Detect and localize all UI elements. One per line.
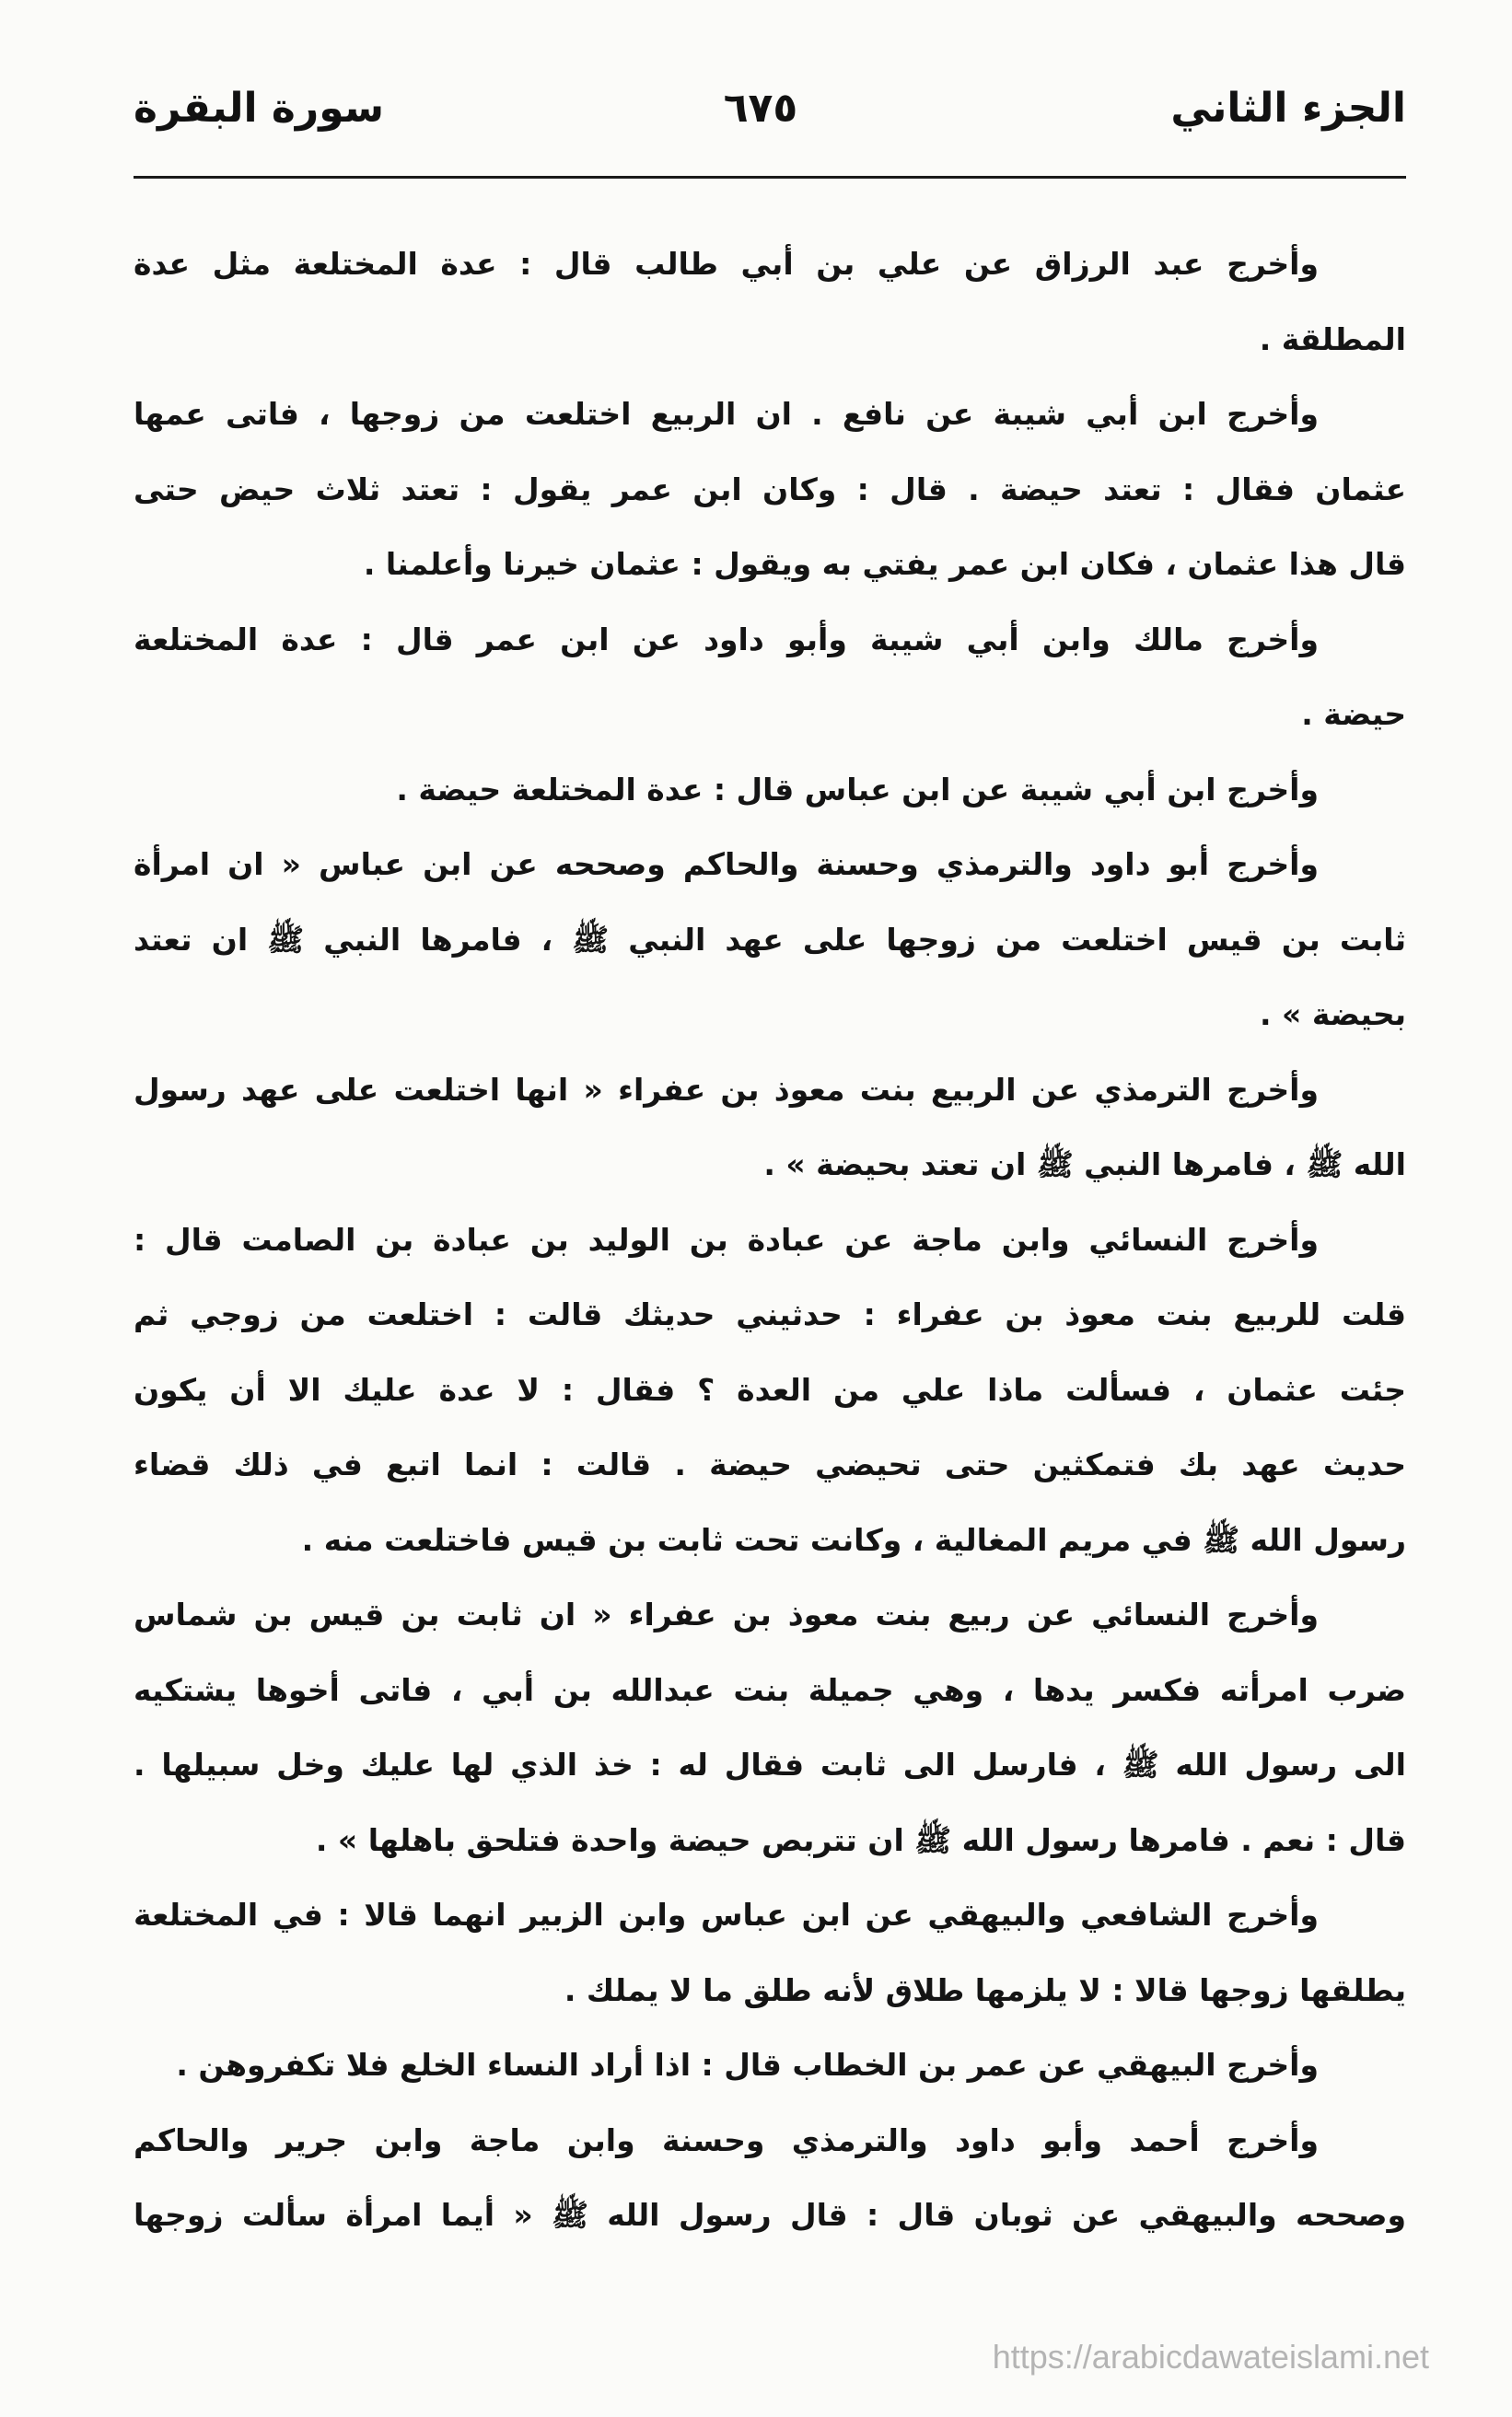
- text-line: وأخرج النسائي وابن ماجة عن عبادة بن الوليد بن عبادة بن الصامت قال :: [134, 1221, 1319, 1258]
- text-line: قال : نعم . فامرها رسول الله ﷺ ان تتربص حيضة واحدة فتلحق باهلها » .: [315, 1821, 1406, 1858]
- text-line: بحيضة » .: [1259, 996, 1406, 1032]
- text-line: عثمان فقال : تعتد حيضة . قال : وكان ابن عمر يقول : تعتد ثلاث حيض حتى: [134, 471, 1406, 507]
- body-text: [134, 227, 1406, 2253]
- text-line: حيضة .: [1301, 696, 1406, 732]
- text-line: يطلقها زوجها قالا : لا يلزمها طلاق لأنه طلق ما لا يملك .: [564, 1971, 1406, 2008]
- text-line: ضرب امرأته فكسر يدها ، وهي جميلة بنت عبدالله بن أبي ، فاتى أخوها يشتكيه: [134, 1671, 1406, 1708]
- text-line: ثابت بن قيس اختلعت من زوجها على عهد النبي ﷺ ، فامرها النبي ﷺ ان تعتد: [134, 921, 1406, 958]
- text-line: قلت للربيع بنت معوذ بن عفراء : حدثيني حديثك قالت : اختلعت من زوجي ثم: [134, 1296, 1406, 1332]
- page-number: ٦٧٥: [723, 85, 798, 132]
- text-line: وأخرج البيهقي عن عمر بن الخطاب قال : اذا أراد النساء الخلع فلا تكفروهن .: [176, 2047, 1319, 2083]
- header-rule: [134, 176, 1406, 179]
- paragraph: [134, 1877, 1406, 2028]
- text-line: الله ﷺ ، فامرها النبي ﷺ ان تعتد بحيضة » .: [763, 1146, 1406, 1182]
- paragraph: [134, 2028, 1406, 2103]
- paragraph: [134, 1577, 1406, 1877]
- text-line: وأخرج الشافعي والبيهقي عن ابن عباس وابن الزبير انهما قالا : في المختلعة: [134, 1897, 1319, 1933]
- paragraph: [134, 602, 1406, 752]
- paragraph: [134, 227, 1406, 377]
- text-line: جئت عثمان ، فسألت ماذا علي من العدة ؟ فقال : لا عدة عليك الا أن يكون: [134, 1371, 1406, 1408]
- text-line: وأخرج عبد الرزاق عن علي بن أبي طالب قال : عدة المختلعة مثل عدة: [134, 246, 1319, 282]
- text-line: وأخرج الترمذي عن الربيع بنت معوذ بن عفراء « انها اختلعت على عهد رسول: [134, 1071, 1319, 1108]
- text-line: وأخرج مالك وابن أبي شيبة وأبو داود عن ابن عمر قال : عدة المختلعة: [134, 621, 1319, 657]
- text-line: وأخرج النسائي عن ربيع بنت معوذ بن عفراء « ان ثابت بن قيس بن شماس: [134, 1597, 1319, 1633]
- paragraph: [134, 2103, 1406, 2253]
- paragraph: [134, 752, 1406, 828]
- paragraph: [134, 827, 1406, 1052]
- text-line: وأخرج أحمد وأبو داود والترمذي وحسنة وابن ماجة وابن جرير والحاكم: [134, 2121, 1319, 2158]
- text-line: رسول الله ﷺ في مريم المغالية ، وكانت تحت ثابت بن قيس فاختلعت منه .: [301, 1521, 1406, 1558]
- text-line: حديث عهد بك فتمكثين حتى تحيضي حيضة . قالت : انما اتبع في ذلك قضاء: [134, 1447, 1406, 1482]
- part-label: الجزء الثاني: [1170, 85, 1406, 132]
- text-line: وأخرج أبو داود والترمذي وحسنة والحاكم وصححه عن ابن عباس « ان امرأة: [134, 846, 1319, 882]
- paragraph: [134, 1203, 1406, 1578]
- paragraph: [134, 1052, 1406, 1203]
- watermark: https://arabicdawateislami.net: [992, 2338, 1429, 2376]
- surah-name: سورة البقرة: [134, 85, 385, 132]
- text-line: وأخرج ابن أبي شيبة عن نافع . ان الربيع اختلعت من زوجها ، فاتى عمها: [134, 396, 1319, 432]
- text-line: قال هذا عثمان ، فكان ابن عمر يفتي به ويقول : عثمان خيرنا وأعلمنا .: [363, 546, 1406, 582]
- text-line: الى رسول الله ﷺ ، فارسل الى ثابت فقال له : خذ الذي لها عليك وخل سبيلها .: [134, 1747, 1406, 1783]
- paragraph: [134, 377, 1406, 602]
- text-line: وصححه والبيهقي عن ثوبان قال : قال رسول الله ﷺ « أيما امرأة سألت زوجها: [134, 2197, 1406, 2233]
- text-line: المطلقة .: [1259, 320, 1406, 357]
- text-line: وأخرج ابن أبي شيبة عن ابن عباس قال : عدة المختلعة حيضة .: [396, 771, 1319, 808]
